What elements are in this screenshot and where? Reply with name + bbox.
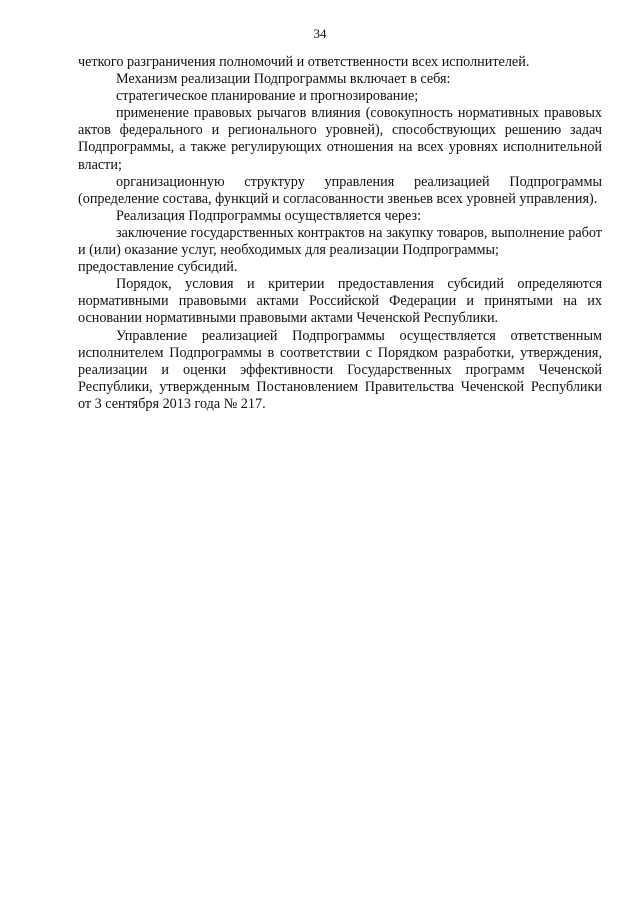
document-body: [78, 54, 602, 413]
paragraph: стратегическое планирование и прогнозирование;: [116, 88, 419, 105]
paragraph: Управление реализацией Подпрограммы осуществляется ответственным исполнителем Подпрограммы в соответствии с Порядком разработки, утверждения, реализации и оценки эффективности Государственных программ Чеченской Республики, утвержденным Постановлением Правительства Чеченской Республики от 3 сентября 2013 года № 217.: [78, 327, 602, 412]
paragraph: применение правовых рычагов влияния (совокупность нормативных правовых актов федерального и регионального уровней), способствующих решению задач Подпрограммы, а также регулирующих отношения на всех уровнях исполнительной власти;: [78, 105, 602, 173]
paragraph: заключение государственных контрактов на закупку товаров, выполнение работ и (или) оказание услуг, необходимых для реализации Подпрограммы;: [78, 224, 602, 259]
paragraph: предоставление субсидий.: [78, 259, 238, 276]
page-number: 34: [313, 26, 327, 41]
paragraph: Реализация Подпрограммы осуществляется через:: [116, 207, 422, 224]
paragraph: Порядок, условия и критерии предоставления субсидий определяются нормативными правовыми актами Российской Федерации и принятыми на их основании нормативными правовыми актами Чеченской Республики.: [78, 276, 602, 327]
paragraph: четкого разграничения полномочий и ответственности всех исполнителей.: [78, 54, 530, 70]
paragraph: организационную структуру управления реализацией Подпрограммы (определение состава, функций и согласованности звеньев всех уровней управления).: [78, 173, 602, 207]
paragraph: Механизм реализации Подпрограммы включает в себя:: [116, 71, 451, 88]
